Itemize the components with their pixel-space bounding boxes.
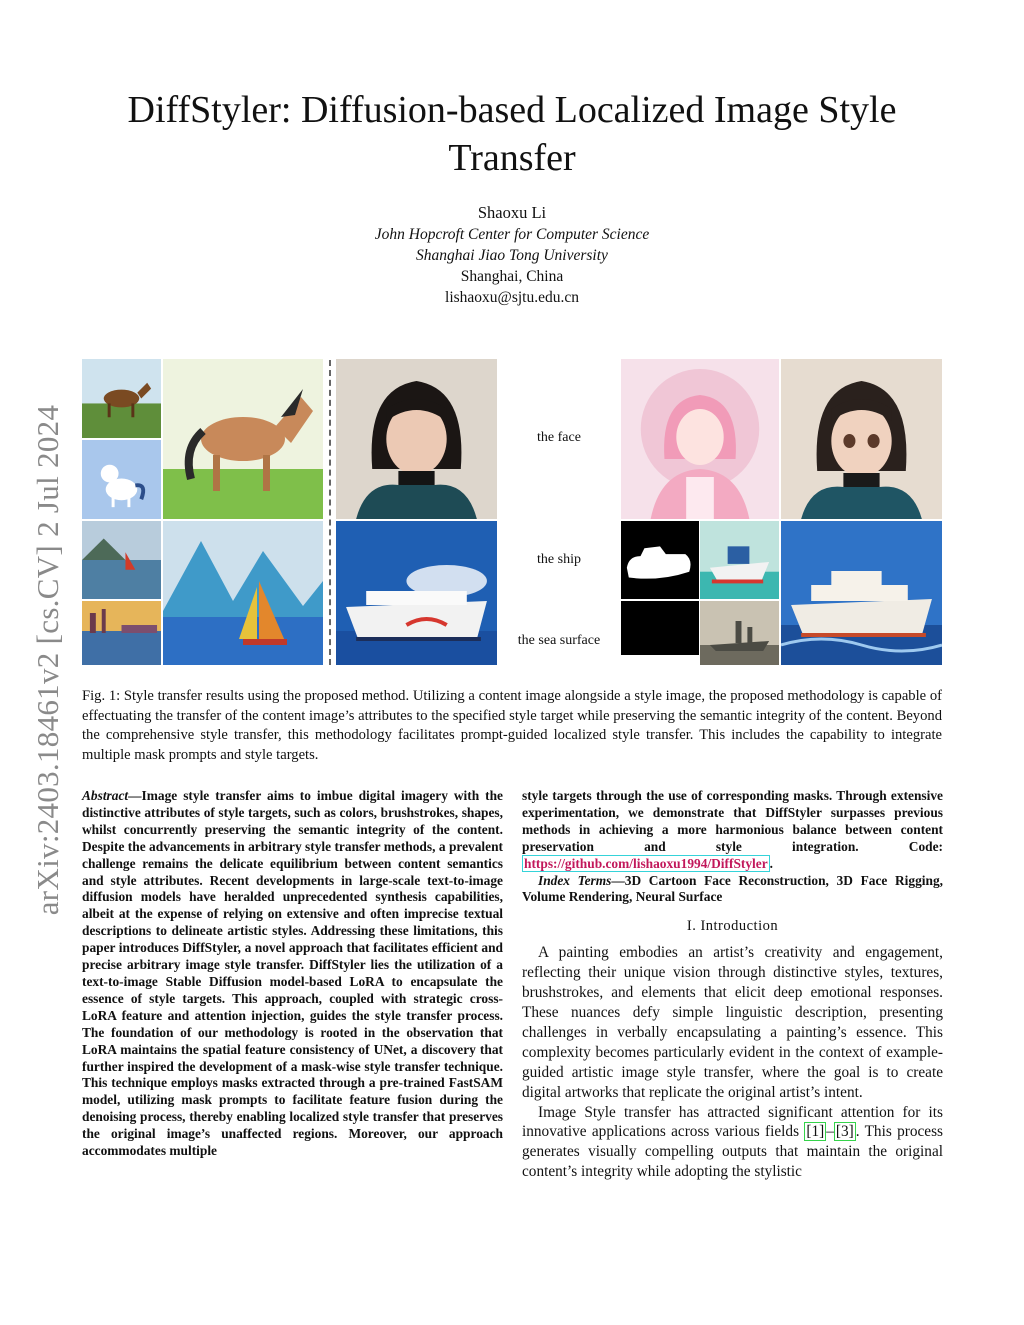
abstract-paragraph (82, 788, 503, 1160)
abstract-continuation-text: style targets through the use of corresponding masks. Through extensive experimentation, we demonstrate that DiffStyler surpasses previous methods in achieving a more harmonious balance between content preservation and style integration. Code: (522, 788, 943, 854)
result-image-stylized-girl (781, 359, 942, 519)
author-university: Shanghai Jiao Tong University (416, 247, 608, 264)
abstract-label: Abstract (82, 788, 129, 803)
style-image-cartoon-unicorn (82, 440, 161, 519)
figure-caption: Fig. 1: Style transfer results using the proposed method. Utilizing a content image alongside a style image, the proposed methodology is capable of effectuating the transfer of the content image’s attributes to the specified style target while preserving the semantic integrity of the content. Beyond the comprehensive style transfer, this methodology facilitates prompt-guided localized style transfer. This includes the capability to integrate multiple mask prompts and style targets. (82, 688, 942, 763)
result-image-stylized-ship (781, 521, 942, 665)
citation-dash: – (826, 1123, 834, 1141)
index-terms (522, 873, 943, 907)
author-name: Shaoxu Li (477, 203, 547, 222)
citation-3[interactable]: [3] (835, 1123, 854, 1141)
code-link-trail: . (769, 855, 774, 871)
intro-p2-end: . This process generates visually compelling outputs that maintain the original content’s integrity while adopting the stylistic (522, 1123, 943, 1181)
abstract-body: —Image style transfer aims to imbue digital imagery with the distinctive attributes of style targets, such as colors, brushstrokes, shapes, whilst concurrently preserving the semantic integrity of the content. Despite the advancements in arbitrary style transfer methods, a prevalent challenge remains the delicate equilibrium between content semantics and style attributes. Recent developments in large-scale text-to-image diffusion models have heralded unprecedented synthesis capabilities, albeit at the expense of relying on extensive and often imprecise textual descriptions to delineate artistic styles. Addressing these limitations, this paper introduces DiffStyler, a novel approach that facilitates efficient and precise arbitrary image style transfer. DiffStyler lies the utilization of a text-to-image Stable Diffusion model-based LoRA to encapsulate the essence of style targets. This approach, coupled with strategic cross-LoRA feature and attention injection, guides the style transfer process. The foundation of our methodology is rooted in the observation that LoRA maintains the spatial feature consistency of UNet, a discovery that further inspired the development of a mask-wise style transfer technique. This technique employs masks extracted through a pre-trained FastSAM model, utilizing mask prompts to facilitate feature fusion during the denoising process, thereby enabling localized style transfer that preserves the original image’s unaffected regions. Moreover, our approach accommodates multiple (82, 788, 503, 1159)
index-terms-body: —3D Cartoon Face Reconstruction, 3D Face Rigging, Volume Rendering, Neural Surface (522, 872, 943, 905)
section-heading-introduction: I. Introduction (686, 918, 779, 935)
intro-p2-start: Image Style transfer has attracted significant attention for its innovative applications across various fields (522, 1103, 943, 1141)
arxiv-identifier-stamp: arXiv:2403.18461v2 [cs.CV] 2 Jul 2024 (30, 404, 65, 916)
index-terms-label: Index Terms (538, 872, 612, 888)
abstract-continuation (522, 788, 943, 873)
introduction-body (522, 943, 943, 1182)
paper-title: DiffStyler: Diffusion-based Localized Image Style Transfer (127, 89, 897, 179)
abstract-column (82, 788, 503, 1160)
mask-image-ship (621, 521, 699, 599)
mask-image-sea (621, 601, 699, 665)
content-image-cruise-ship (336, 521, 497, 665)
author-block (212, 201, 812, 308)
style-image-horse-photo (82, 359, 161, 438)
style-image-warship-painting (700, 601, 779, 665)
prompt-label-face: the face (537, 430, 581, 445)
intro-paragraph-2 (522, 1103, 943, 1183)
result-image-stylized-mountains (163, 521, 323, 665)
author-department: John Hopcroft Center for Computer Science (374, 226, 650, 243)
author-email: lishaoxu@sjtu.edu.cn (445, 289, 579, 306)
style-image-impressionist-harbor (82, 601, 161, 665)
figure-divider (329, 360, 331, 665)
style-image-anime-girl (621, 359, 779, 519)
code-link[interactable]: https://github.com/lishaoxu1994/DiffStyler (524, 855, 768, 871)
citation-1[interactable]: [1] (806, 1123, 825, 1141)
intro-paragraph-1: A painting embodies an artist’s creativity and engagement, reflecting their unique vision through distinctive styles, textures, brushstrokes, and elements that elicit deep emotional responses. These nuances defy simple linguistic description, presenting challenges in verbally encapsulating a painting’s essence. This complexity becomes particularly evident in the context of example-guided artistic image style transfer, where the goal is to create digital artworks that replicate the original artist’s intent. (522, 944, 943, 1101)
content-image-girl-portrait (336, 359, 497, 519)
prompt-label-ship: the ship (537, 552, 581, 567)
style-image-cartoon-boat (700, 521, 779, 599)
prompt-label-sea-surface: the sea surface (517, 633, 601, 648)
author-city: Shanghai, China (460, 268, 564, 285)
style-image-sailboat-photo (82, 521, 161, 599)
result-image-cartoon-horse (163, 359, 323, 519)
right-column (522, 788, 943, 1182)
